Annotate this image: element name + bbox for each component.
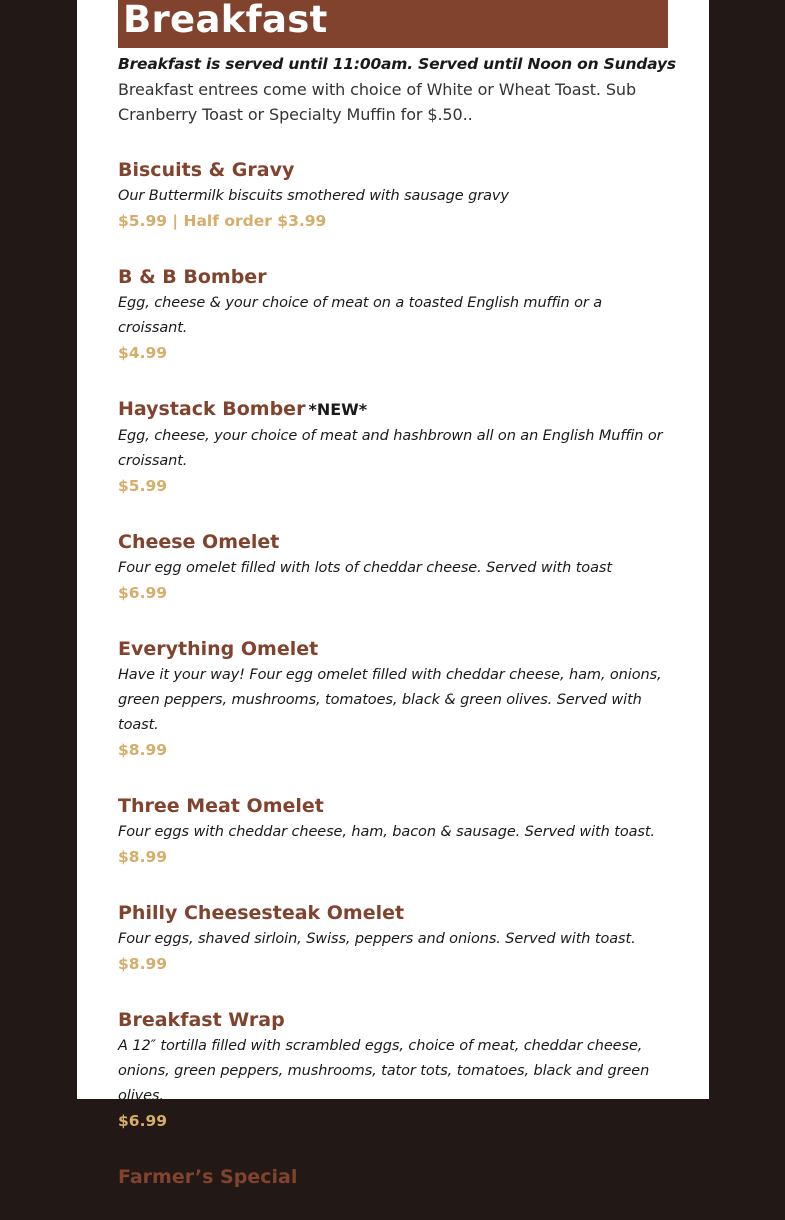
menu-item [118, 1006, 668, 1134]
menu-item-name-row [118, 528, 668, 556]
menu-page [77, 0, 709, 1188]
menu-item-name-row [118, 263, 668, 291]
menu-item-name: B & B Bomber [118, 266, 267, 288]
menu-item-name: Everything Omelet [118, 638, 319, 660]
menu-item-price: $6.99 [118, 584, 168, 602]
menu-item-description: Four egg omelet filled with lots of cheddar cheese. Served with toast [118, 560, 612, 576]
serving-hours-notice: Breakfast is served until 11:00am. Served until Noon on Sundays [118, 55, 676, 73]
menu-item-name: Breakfast Wrap [118, 1009, 285, 1031]
menu-item [118, 156, 668, 234]
menu-item-name: Haystack Bomber [118, 398, 306, 420]
menu-item-name: Philly Cheesesteak Omelet [118, 902, 405, 924]
menu-item-name-row [118, 156, 668, 184]
menu-item-price: $6.99 [118, 1112, 168, 1130]
menu-item-price: $5.99 [118, 477, 168, 495]
menu-item-name-row [118, 899, 668, 927]
menu-item-description: Have it your way! Four egg omelet filled with cheddar cheese, ham, onions, green peppers, mushrooms, tomatoes, black & green olives. Served with toast. [118, 667, 662, 733]
menu-item [118, 792, 668, 870]
menu-item [118, 1163, 668, 1191]
menu-item-name: Cheese Omelet [118, 531, 280, 553]
toast-options-intro: Breakfast entrees come with choice of White or Wheat Toast. Sub Cranberry Toast or Specialty Muffin for $.50.. [118, 80, 636, 124]
menu-item [118, 395, 668, 499]
menu-item-name: Three Meat Omelet [118, 795, 324, 817]
menu-item-description: Egg, cheese, your choice of meat and hashbrown all on an English Muffin or croissant. [118, 428, 663, 469]
menu-item [118, 263, 668, 366]
menu-item-name-row [118, 1006, 668, 1034]
menu-item-list [118, 156, 668, 1191]
menu-item-description: Our Buttermilk biscuits smothered with sausage gravy [118, 188, 509, 204]
menu-item-name-row [118, 1163, 668, 1191]
section-title-banner [118, 0, 668, 48]
menu-item-price: $5.99 | Half order $3.99 [118, 212, 327, 230]
menu-item [118, 635, 668, 763]
menu-content [118, 0, 676, 1220]
menu-item-description: Egg, cheese & your choice of meat on a toasted English muffin or a croissant. [118, 295, 603, 336]
new-badge: *NEW* [308, 400, 368, 419]
menu-item-description: A 12″ tortilla filled with scrambled eggs, choice of meat, cheddar cheese, onions, green peppers, mushrooms, tator tots, tomatoes, black and green olives. [118, 1038, 650, 1104]
menu-item-name-row [118, 792, 668, 820]
menu-item [118, 528, 668, 606]
menu-item-name-row [118, 395, 668, 424]
menu-item-price: $4.99 [118, 344, 168, 362]
menu-item-price: $8.99 [118, 741, 168, 759]
section-title: Breakfast [123, 0, 328, 41]
menu-item-name-row [118, 635, 668, 663]
menu-item-description: Four eggs with cheddar cheese, ham, bacon & sausage. Served with toast. [118, 824, 655, 840]
menu-item-price: $8.99 [118, 955, 168, 973]
menu-item [118, 899, 668, 977]
menu-item-price: $8.99 [118, 848, 168, 866]
menu-item-description: Four eggs, shaved sirloin, Swiss, peppers and onions. Served with toast. [118, 931, 636, 947]
menu-item-name: Farmer’s Special [118, 1166, 298, 1188]
menu-item-name: Biscuits & Gravy [118, 159, 295, 181]
